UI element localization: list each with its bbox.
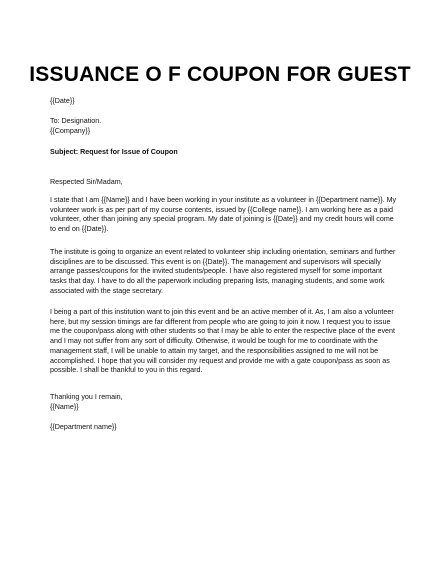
salutation: Respected Sir/Madam, — [50, 178, 123, 186]
signature-name: {{Name}} — [50, 403, 79, 411]
company-line: {{Company}} — [50, 127, 91, 135]
date-line: {{Date}} — [50, 97, 75, 105]
to-line: To: Designation. — [50, 117, 102, 125]
paragraph-event: The institute is going to organize an event related to volunteer ship including orientation, seminars and further disciplines are to be discussed. This event is on {{Date}}. The management and supervisors will specially arrange passes/coupons for the invited students/people. I have also registered myself for some important tasks that day. I have to do all the paperwork including preparing lists, managing students, and some work associated with the stage secretary. — [50, 248, 396, 295]
paragraph-request: I being a part of this institution want to join this event and be an active member of it. As, I am also a volunteer here, but my session timings are far different from people who are going to join it now. I request you to issue me the coupon/pass along with other students so that I may be able to enter the respective place of the event and I may not suffer from any sort of difficulty. Otherwise, it would be tough for me to coordinate with the management staff, I will be unable to attain my target, and the responsibilities assigned to me will not be accomplished. I hope that you will consider my request and provide me with a gate coupon/pass as soon as possible. I shall be thankful to you in this regard. — [50, 308, 395, 375]
closing-line: Thanking you I remain, — [50, 393, 123, 401]
signature-department: {{Department name}} — [50, 423, 117, 431]
document-title: ISSUANCE O F COUPON FOR GUEST — [29, 63, 411, 86]
subject-line: Subject: Request for Issue of Coupon — [50, 148, 178, 156]
paragraph-intro: I state that I am {{Name}} and I have been working in your institute as a volunteer in {{Department name}}. My volunteer work is as per part of my course contents, issued by {{College name}}. I am working here as a paid volunteer, other than joining any special program. My date of joining is {{Date}} and my credit hours will come to end on {{Date}}. — [50, 196, 397, 234]
